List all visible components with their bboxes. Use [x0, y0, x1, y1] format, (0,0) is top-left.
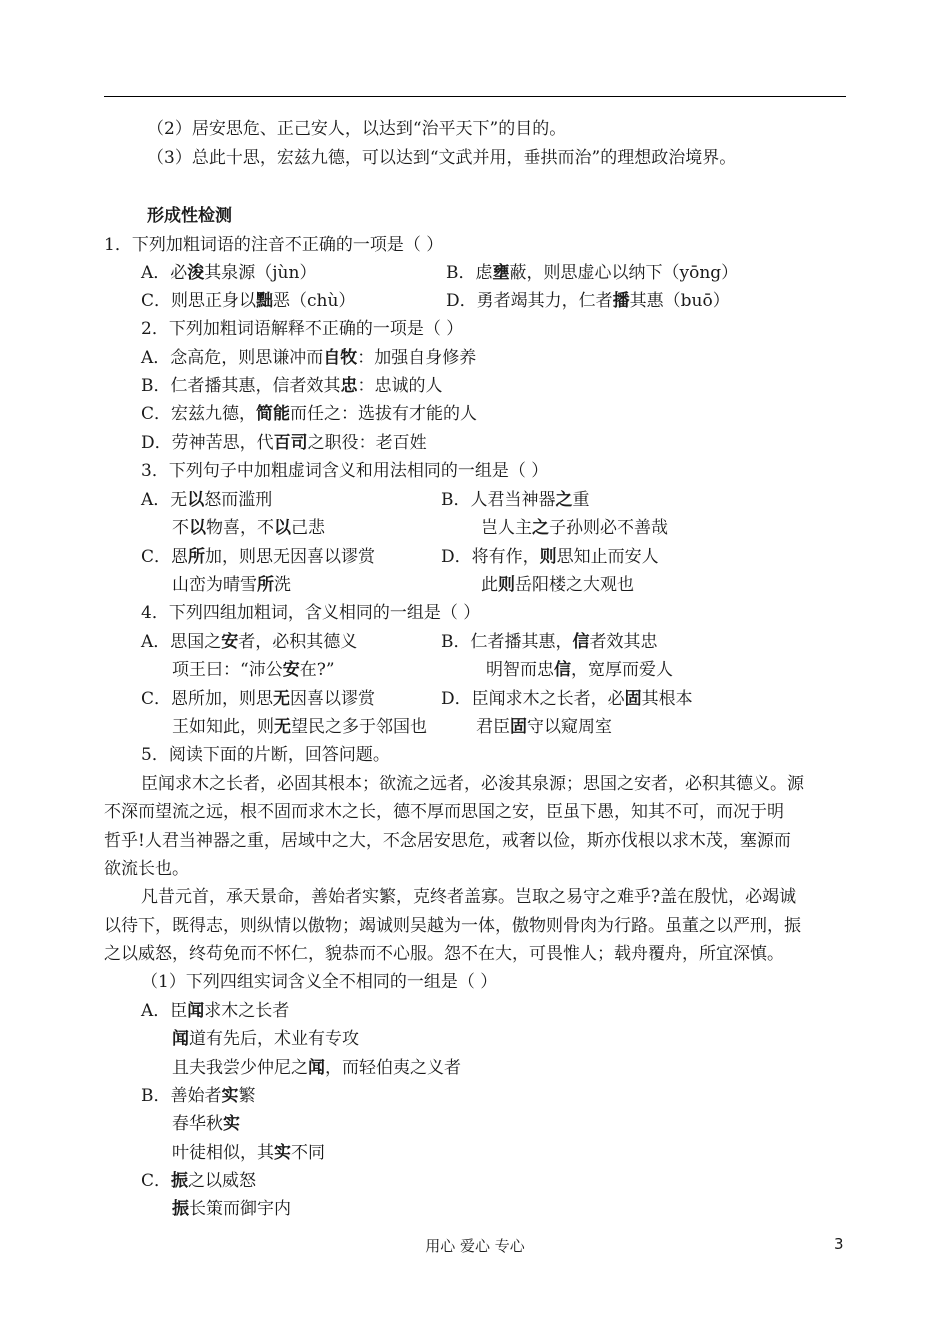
text-run: ，而轻伯夷之义者	[325, 1058, 461, 1078]
text-run: 其惠（buō）	[629, 291, 730, 311]
text-line	[141, 744, 390, 766]
text-run: 蔽，则思虚心以纳下（yōng）	[509, 263, 739, 283]
bold-term: 信	[554, 660, 571, 680]
text-run: 己悲	[291, 518, 325, 538]
text-line	[141, 460, 548, 482]
text-run: 而任之：选拔有才能的人	[290, 404, 478, 424]
bold-term: 以	[189, 518, 206, 538]
text-run: 之以威怒，终苟免而不怀仁，貌恭而不心服。怨不在大，可畏惟人；载舟覆舟，所宜深慎。	[104, 944, 784, 964]
text-line	[147, 118, 566, 140]
text-run: 明智而忠	[486, 660, 554, 680]
text-line	[141, 773, 804, 795]
text-line	[141, 631, 357, 653]
bold-term: 振	[171, 1171, 189, 1191]
text-line	[141, 971, 497, 993]
text-line	[172, 1142, 325, 1164]
text-line	[147, 147, 736, 169]
text-line	[104, 915, 801, 937]
text-run: B．仁者播其惠，信者效其	[141, 376, 341, 396]
text-run: 君臣	[476, 717, 510, 737]
bold-term: 所	[188, 547, 206, 567]
text-run: A．念高危，则思谦冲而	[141, 348, 324, 368]
bold-term: 黜	[256, 291, 274, 311]
text-run: B．善始者	[141, 1086, 222, 1106]
text-line	[104, 858, 189, 880]
text-run: 凡昔元首，承天景命，善始者实繁，克终者盖寡。岂取之易守之难乎?盖在殷忧，必竭诚	[141, 887, 797, 907]
text-run: （2）居安思危、正己安人，以达到“治平天下”的目的。	[147, 119, 567, 139]
text-run: 因喜以谬赏	[290, 689, 376, 709]
bold-term: 闻	[187, 1001, 205, 1021]
text-line	[172, 574, 291, 596]
text-line	[141, 1000, 289, 1022]
text-line	[172, 1028, 359, 1050]
text-run: 望民之多于邻国也	[291, 717, 427, 737]
text-line	[172, 1198, 291, 1220]
text-run: 岳阳楼之大观也	[515, 575, 634, 595]
text-line	[104, 943, 784, 965]
text-run: 之职役：老百姓	[307, 433, 427, 453]
text-run: 加，则思无因喜以谬赏	[205, 547, 376, 567]
text-line	[141, 318, 463, 340]
text-line	[172, 517, 325, 539]
text-run: 重	[572, 490, 590, 510]
text-line	[141, 403, 477, 425]
text-run: 长策而御宇内	[189, 1199, 291, 1219]
text-run: C．则思正身以	[141, 291, 257, 311]
text-run: 不深而望流之远，根不固而求木之长，德不厚而思国之安，臣虽下愚，知其不可，而况于明	[104, 802, 784, 822]
text-run: C．宏兹九德，	[141, 404, 257, 424]
text-run: B．人君当神器	[441, 490, 556, 510]
text-line	[446, 262, 738, 284]
text-run: 3．下列句子中加粗虚词含义和用法相同的一组是（ ）	[141, 461, 549, 481]
text-line	[141, 546, 375, 568]
text-line	[141, 1170, 256, 1192]
text-line	[147, 205, 232, 227]
text-run: 哲乎!人君当神器之重，居域中之大，不念居安思危，戒奢以俭，斯亦伐根以求木茂，塞源而	[104, 831, 791, 851]
text-run: 此	[481, 575, 498, 595]
text-run: （3）总此十思，宏兹九德，可以达到“文武并用，垂拱而治”的理想政治境界。	[147, 148, 737, 168]
text-run: 项王曰：“沛公	[172, 660, 283, 680]
text-run: 怒而滥刑	[204, 490, 273, 510]
text-run: B．仁者播其惠，	[441, 632, 573, 652]
text-run: 且夫我尝少仲尼之	[172, 1058, 308, 1078]
text-run: 4．下列四组加粗词，含义相同的一组是（ ）	[141, 603, 481, 623]
text-run: 欲流长也。	[104, 859, 189, 879]
text-run: C．	[141, 1171, 172, 1191]
text-line	[141, 886, 796, 908]
text-run: D．劳神苦思，代	[141, 433, 274, 453]
text-line	[172, 716, 427, 738]
bold-term: 之	[532, 518, 549, 538]
text-line	[141, 375, 443, 397]
text-run: 洗	[274, 575, 291, 595]
text-line	[141, 688, 375, 710]
text-run: C．恩所加，则思	[141, 689, 274, 709]
text-run: 不同	[291, 1143, 325, 1163]
bold-term: 振	[172, 1199, 189, 1219]
text-run: 物喜，不	[206, 518, 274, 538]
bold-term: 所	[257, 575, 274, 595]
text-line	[104, 830, 791, 852]
bold-term: 安	[282, 660, 300, 680]
text-run: 其泉源（jùn）	[204, 263, 317, 283]
text-run: 1．下列加粗词语的注音不正确的一项是（ ）	[104, 235, 444, 255]
text-line	[141, 602, 480, 624]
text-line	[104, 234, 443, 256]
text-run: 其根本	[641, 689, 693, 709]
bold-term: 无	[274, 717, 291, 737]
text-run: 以待下，既得志，则纵情以傲物；竭诚则吴越为一体，傲物则骨肉为行路。虽董之以严刑，振	[104, 916, 801, 936]
text-line	[141, 347, 476, 369]
text-run: 道有先后，术业有专攻	[189, 1029, 359, 1049]
bold-term: 安	[221, 632, 239, 652]
text-run: ：加强自身修养	[357, 348, 477, 368]
text-line	[172, 1057, 461, 1079]
text-line	[141, 489, 272, 511]
text-line	[104, 801, 784, 823]
text-run: A．臣	[141, 1001, 188, 1021]
text-run: 守以窥周室	[527, 717, 612, 737]
text-run: 思知止而安人	[556, 547, 659, 567]
text-run: 者，必积其德义	[238, 632, 358, 652]
text-run: 不	[172, 518, 189, 538]
text-run: 之以威怒	[188, 1171, 257, 1191]
text-run: 臣闻求木之长者，必固其根本；欲流之远者，必浚其泉源；思国之安者，必积其德义。源	[141, 774, 804, 794]
text-run: 岂人主	[481, 518, 532, 538]
bold-term: 则	[498, 575, 515, 595]
text-run: 在?”	[299, 660, 335, 680]
bold-term: 实	[223, 1114, 240, 1134]
text-run: 王如知此，则	[172, 717, 274, 737]
bold-term: 实	[221, 1086, 239, 1106]
bold-term: 壅	[492, 263, 510, 283]
bold-term: 百司	[273, 433, 308, 453]
text-line	[481, 517, 668, 539]
bold-term: 闻	[308, 1058, 325, 1078]
text-run: 叶徒相似，其	[172, 1143, 274, 1163]
bold-term: 浚	[187, 263, 205, 283]
text-run: B．虑	[446, 263, 493, 283]
text-run: 恶（chù）	[273, 291, 356, 311]
text-run: A．无	[141, 490, 188, 510]
bold-term: 闻	[172, 1029, 189, 1049]
text-line	[141, 290, 355, 312]
bold-term: 以	[187, 490, 205, 510]
bold-term: 实	[274, 1143, 291, 1163]
text-run: 5．阅读下面的片断，回答问题。	[141, 745, 390, 765]
text-run: C．恩	[141, 547, 189, 567]
text-run: ，宽厚而爱人	[571, 660, 673, 680]
bold-term: 之	[555, 490, 573, 510]
text-line	[141, 1085, 256, 1107]
text-run: 子孙则必不善哉	[549, 518, 668, 538]
text-run: 春华秋	[172, 1114, 223, 1134]
bold-term: 则	[539, 547, 557, 567]
bold-term: 形成性检测	[147, 206, 232, 226]
bold-term: 信	[572, 632, 590, 652]
text-run: A．思国之	[141, 632, 222, 652]
text-line	[441, 688, 693, 710]
page-number: 3	[834, 1235, 844, 1253]
bold-term: 固	[510, 717, 527, 737]
bold-term: 简能	[256, 404, 291, 424]
text-run: D．将有作，	[441, 547, 540, 567]
bold-term: 自牧	[323, 348, 358, 368]
header-rule	[104, 96, 846, 97]
text-line	[141, 432, 427, 454]
text-line	[141, 262, 316, 284]
text-line	[172, 659, 335, 681]
text-run: 2．下列加粗词语解释不正确的一项是（ ）	[141, 319, 464, 339]
text-run: D．勇者竭其力，仁者	[446, 291, 613, 311]
text-line	[446, 290, 730, 312]
text-run: （1）下列四组实词含义全不相同的一组是（ ）	[141, 972, 498, 992]
text-line	[441, 631, 658, 653]
text-line	[441, 489, 590, 511]
text-line	[481, 574, 634, 596]
bold-term: 固	[624, 689, 642, 709]
text-run: ：忠诚的人	[357, 376, 443, 396]
text-run: 者效其忠	[589, 632, 658, 652]
text-line	[476, 716, 612, 738]
text-line	[441, 546, 659, 568]
page-footer: 用心 爱心 专心	[425, 1237, 525, 1255]
text-run: 求木之长者	[204, 1001, 290, 1021]
bold-term: 以	[274, 518, 291, 538]
text-run: D．臣闻求木之长者，必	[441, 689, 625, 709]
bold-term: 无	[273, 689, 291, 709]
text-run: 繁	[238, 1086, 256, 1106]
text-run: A．必	[141, 263, 188, 283]
bold-term: 播	[612, 291, 630, 311]
text-line	[172, 1113, 240, 1135]
text-run: 山峦为晴雪	[172, 575, 257, 595]
text-line	[486, 659, 673, 681]
bold-term: 忠	[340, 376, 358, 396]
